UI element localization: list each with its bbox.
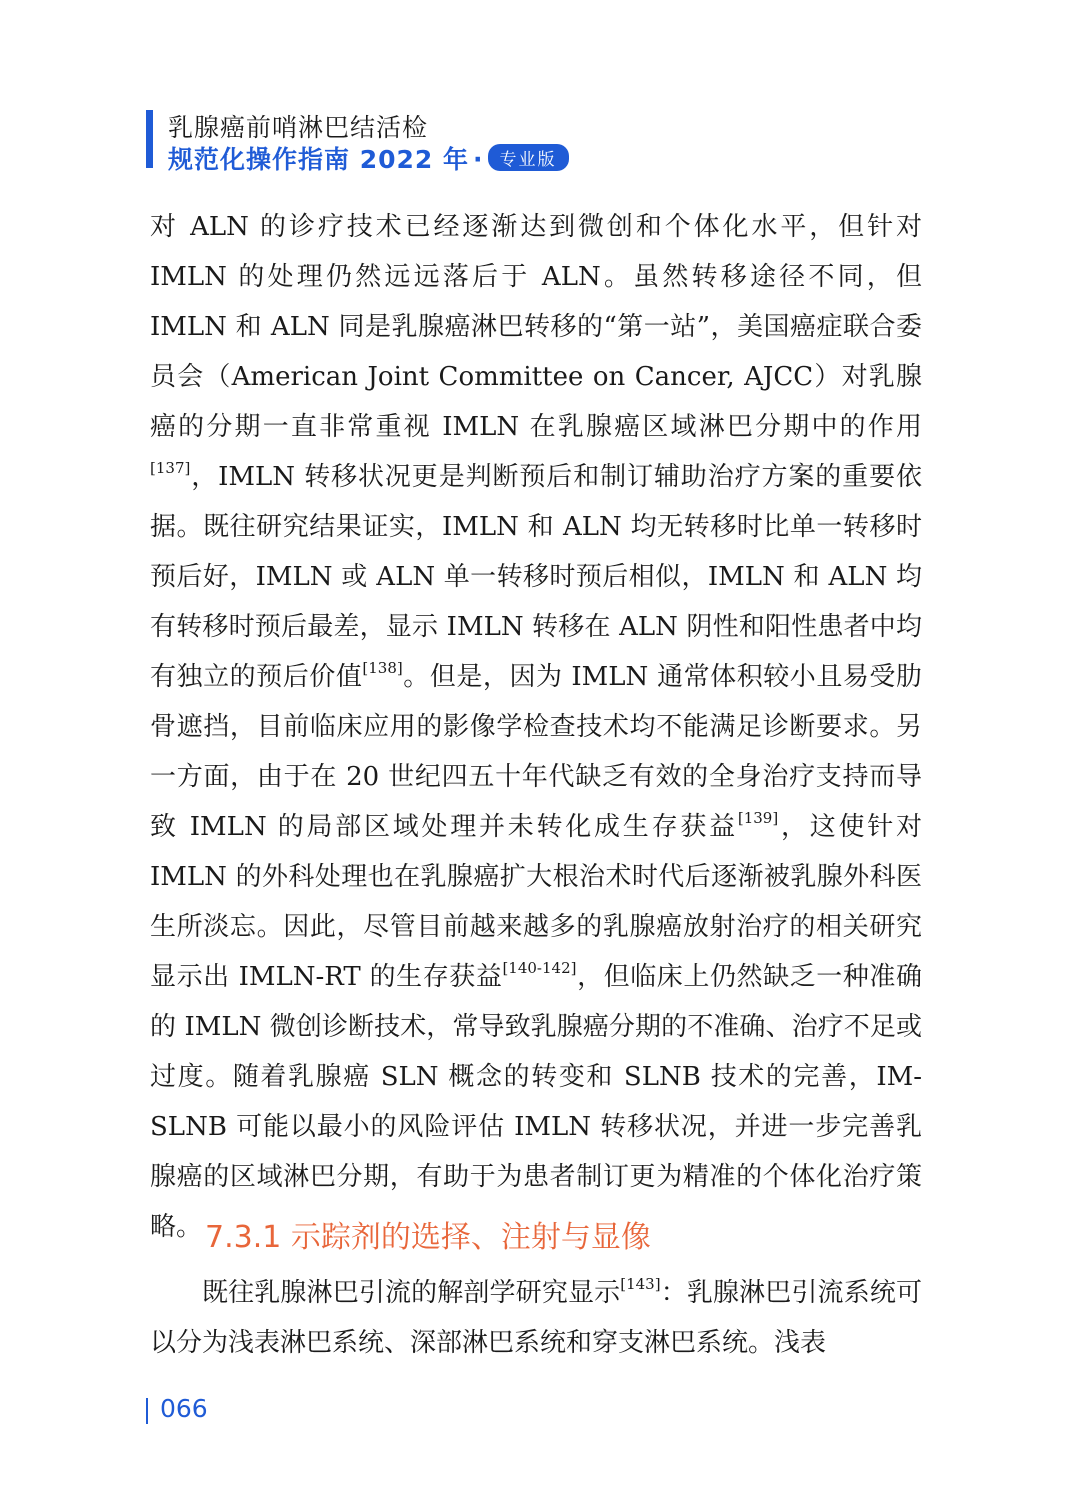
book-title-text: 规范化操作指南 2022 年 (168, 145, 469, 174)
citation-143: [143] (620, 1275, 661, 1293)
citation-138: [138] (362, 659, 403, 677)
page-number: 066 (160, 1394, 208, 1423)
text-run: 。但是，因为 IMLN 通常体积较小且易受肋骨遮挡，目前临床应用的影像学检查技术均不能满足诊断要求。另一方面，由于在 20 世纪四五十年代缺乏有效的全身治疗支持而导致 IMLN 的局部区域处理并未转化成生存获益 (150, 662, 922, 842)
text-run: ，这使针对 IMLN 的外科处理也在乳腺癌扩大根治术时代后逐渐被乳腺外科医生所淡忘。因此，尽管目前越来越多的乳腺癌放射治疗的相关研究显示出 IMLN-RT 的生存获益 (150, 812, 922, 992)
paragraph-1 (150, 202, 922, 1252)
section-heading: 7.3.1 示踪剂的选择、注射与显像 (205, 1220, 651, 1255)
main-paragraph (150, 202, 922, 1252)
header-accent-bar (146, 110, 153, 168)
text-run: ：乳腺淋巴引流系统可以分为浅表淋巴系统、深部淋巴系统和穿支淋巴系统。浅表 (150, 1278, 922, 1358)
footer-accent-bar (146, 1398, 148, 1424)
citation-139: [139] (737, 809, 779, 827)
text-run: ，IMLN 转移状况更是判断预后和制订辅助治疗方案的重要依据。既往研究结果证实，IMLN 和 ALN 均无转移时比单一转移时预后好，IMLN 或 ALN 单一转移时预后相似，IMLN 和 ALN 均有转移时预后最差，显示 IMLN 转移在 ALN 阴性和阳性患者中均有独立的预后价值 (150, 462, 922, 692)
citation-140-142: [140-142] (502, 959, 577, 977)
citation-137: [137] (150, 459, 191, 477)
book-title-line2 (168, 140, 569, 176)
text-run: 既往乳腺淋巴引流的解剖学研究显示 (202, 1278, 621, 1308)
text-run: ，但临床上仍然缺乏一种准确的 IMLN 微创诊断技术，常导致乳腺癌分期的不准确、治疗不足或过度。随着乳腺癌 SLN 概念的转变和 SLNB 技术的完善，IM-SLNB 可能以最小的风险评估 IMLN 转移状况，并进一步完善乳腺癌的区域淋巴分期，有助于为患者制订更为精准的个体化治疗策略。 (150, 962, 922, 1242)
text-run: 对 ALN 的诊疗技术已经逐渐达到微创和个体化水平，但针对 IMLN 的处理仍然远远落后于 ALN。虽然转移途径不同，但 IMLN 和 ALN 同是乳腺癌淋巴转移的“第一站”，美国癌症联合委员会（American Joint Committee on Cancer, AJCC）对乳腺癌的分期一直非常重视 IMLN 在乳腺癌区域淋巴分期中的作用 (150, 212, 922, 442)
paragraph-2 (150, 1268, 922, 1368)
edition-badge: 专业版 (488, 144, 569, 171)
title-separator: · (473, 145, 484, 174)
book-title-line1: 乳腺癌前哨淋巴结活检 (168, 113, 429, 142)
